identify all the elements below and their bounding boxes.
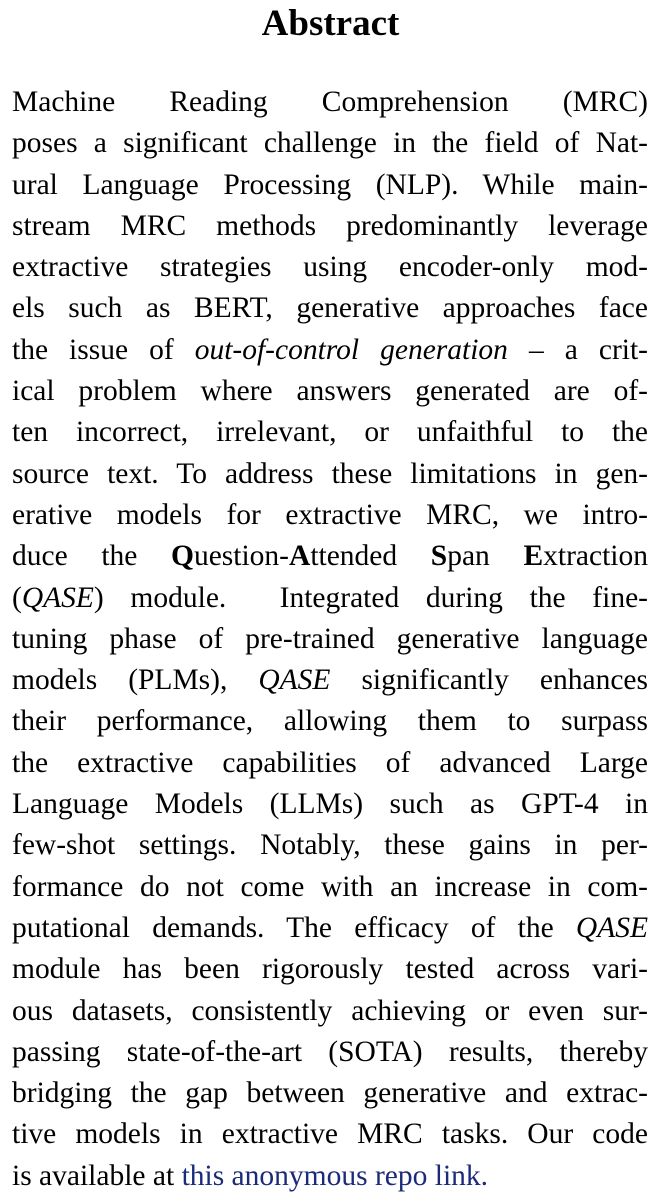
- text-run: duce the: [12, 540, 171, 573]
- text-run: ous datasets, consistently achieving or even sur-: [12, 994, 648, 1027]
- abstract-line: [12, 412, 648, 453]
- abstract-line: [12, 825, 648, 866]
- text-run: xtraction: [543, 540, 648, 573]
- text-run: uestion-: [193, 540, 289, 573]
- text-run: few-shot settings. Notably, these gains in per-: [12, 829, 648, 862]
- bold-letter: A: [289, 540, 311, 573]
- abstract-line: [12, 536, 648, 577]
- abstract-line: [12, 123, 648, 164]
- abstract-line: [12, 867, 648, 908]
- abstract-line: [12, 330, 648, 371]
- text-run: bridging the gap between generative and extrac-: [12, 1077, 648, 1110]
- repo-link[interactable]: this anonymous repo link.: [181, 1159, 489, 1192]
- abstract-line: [12, 949, 648, 990]
- italic-text: QASE: [21, 581, 94, 614]
- abstract-heading: Abstract: [261, 3, 400, 44]
- italic-text: QASE: [575, 911, 648, 944]
- abstract-line: [12, 991, 648, 1032]
- text-run: els such as BERT, generative approaches face: [12, 292, 648, 325]
- abstract-line: [12, 619, 648, 660]
- abstract-line: [12, 1156, 648, 1197]
- text-run: ural Language Processing (NLP). While main-: [12, 168, 648, 201]
- text-run: ) module. Integrated during the fine-: [93, 581, 648, 614]
- abstract-line: [12, 82, 648, 123]
- text-run: extractive strategies using encoder-only mod-: [12, 251, 648, 284]
- abstract-line: [12, 247, 648, 288]
- text-run: module has been rigorously tested across vari-: [12, 953, 648, 986]
- text-run: pan: [447, 540, 524, 573]
- text-run: models (PLMs),: [12, 664, 259, 697]
- text-run: tuning phase of pre-trained generative language: [12, 622, 648, 655]
- abstract-line: [12, 495, 648, 536]
- abstract-line: [12, 908, 648, 949]
- text-run: ttended: [310, 540, 431, 573]
- text-run: ical problem where answers generated are of-: [12, 375, 648, 408]
- abstract-line: [12, 288, 648, 329]
- text-run: Language Models (LLMs) such as GPT-4 in: [12, 788, 648, 821]
- text-run: ten incorrect, irrelevant, or unfaithful to the: [12, 416, 648, 449]
- text-run: – a crit-: [507, 333, 648, 366]
- text-run: significantly enhances: [330, 664, 649, 697]
- text-run: source text. To address these limitations in gen-: [12, 457, 648, 490]
- abstract-line: [12, 371, 648, 412]
- text-run: Machine Reading Comprehension (MRC): [12, 86, 648, 118]
- text-run: (: [12, 581, 22, 614]
- bold-letter: E: [523, 540, 544, 573]
- abstract-line: [12, 165, 648, 206]
- italic-text: QASE: [258, 664, 331, 697]
- text-run: the extractive capabilities of advanced Large: [12, 746, 648, 779]
- text-run: putational demands. The efficacy of the: [12, 911, 576, 944]
- abstract-line: [12, 206, 648, 247]
- abstract-line: [12, 660, 648, 701]
- bold-letter: Q: [171, 540, 194, 573]
- abstract-line: [12, 784, 648, 825]
- text-run: is available at: [12, 1159, 182, 1192]
- abstract-body: [12, 82, 648, 1197]
- text-run: stream MRC methods predominantly leverage: [12, 209, 648, 242]
- text-run: formance do not come with an increase in com-: [12, 870, 648, 903]
- abstract-line: [12, 743, 648, 784]
- abstract-line: [12, 578, 648, 619]
- text-run: their performance, allowing them to surpass: [12, 705, 648, 738]
- text-run: poses a significant challenge in the field of Nat-: [12, 127, 648, 160]
- abstract-line: [12, 1114, 648, 1155]
- text-run: the issue of: [12, 333, 195, 366]
- text-run: passing state-of-the-art (SOTA) results, thereby: [12, 1035, 648, 1068]
- abstract-line: [12, 1032, 648, 1073]
- abstract-line: [12, 1073, 648, 1114]
- text-run: erative models for extractive MRC, we intro-: [12, 498, 648, 531]
- abstract-line: [12, 454, 648, 495]
- abstract-line: [12, 701, 648, 742]
- bold-letter: S: [430, 540, 448, 573]
- italic-text: out-of-control generation: [194, 333, 508, 366]
- text-run: tive models in extractive MRC tasks. Our code: [12, 1118, 648, 1151]
